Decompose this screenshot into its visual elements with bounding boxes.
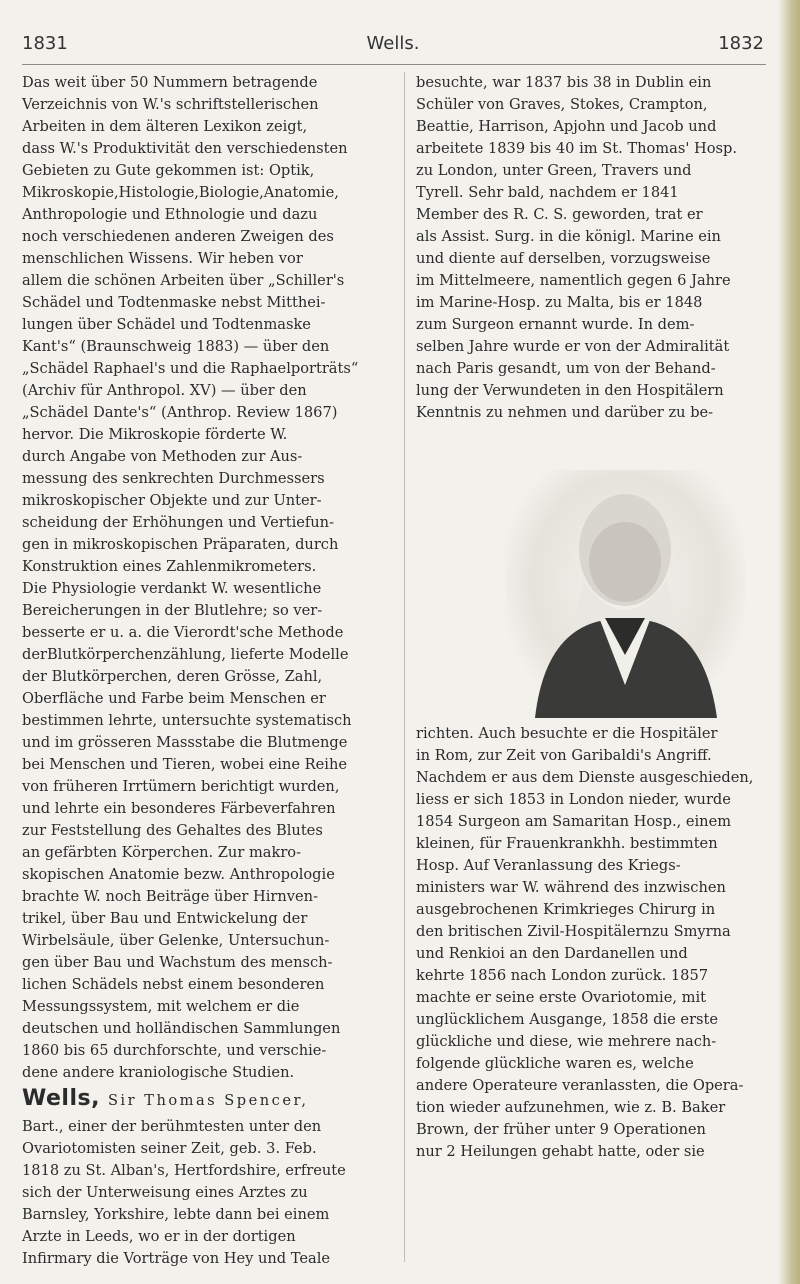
text-line: und Renkioi an den Dardanellen und [416,945,688,962]
text-line: selben Jahre wurde er von der Admiralität [416,338,730,355]
text-line: Infirmary die Vorträge von Hey und Teale [22,1250,331,1267]
text-line: folgende glückliche waren es, welche [416,1055,694,1072]
text-line: Die Physiologie verdankt W. wesentliche [22,580,322,597]
text-line: zur Feststellung des Gehaltes des Blutes [22,822,323,839]
portrait-image [505,470,745,718]
text-line: Anthropologie und Ethnologie und dazu [22,206,318,223]
text-line: allem die schönen Arbeiten über „Schiller's [22,272,345,289]
text-line: kehrte 1856 nach London zurück. 1857 [416,967,709,984]
text-line: derBlutkörperchenzählung, lieferte Modelle [22,646,349,663]
text-line: gen über Bau und Wachstum des mensch- [22,954,333,971]
text-line: unglücklichem Ausgange, 1858 die erste [416,1011,719,1028]
text-line: machte er seine erste Ovariotomie, mit [416,989,706,1006]
text-line: Kenntnis zu nehmen und darüber zu be- [416,404,714,421]
text-line: scheidung der Erhöhungen und Vertiefun- [22,514,334,531]
text-line: trikel, über Bau und Entwickelung der [22,910,308,927]
text-line: als Assist. Surg. in die königl. Marine ein [416,228,721,245]
text-line: Konstruktion eines Zahlenmikrometers. [22,558,317,575]
column-number-right: 1832 [718,33,764,54]
text-line: in Rom, zur Zeit von Garibaldi's Angriff. [416,747,712,764]
text-line: zu London, unter Green, Travers und [416,162,692,179]
text-line: Tyrell. Sehr bald, nachdem er 1841 [416,184,679,201]
right-column-bottom [416,723,772,1163]
text-line: besuchte, war 1837 bis 38 in Dublin ein [416,74,712,91]
text-line: noch verschiedenen anderen Zweigen des [22,228,334,245]
text-line: andere Operateure veranlassten, die Opera- [416,1077,744,1094]
text-line: Arbeiten in dem älteren Lexikon zeigt, [22,118,308,135]
right-column-top [416,72,772,424]
text-line: Kant's“ (Braunschweig 1883) — über den [22,338,330,355]
text-line: „Schädel Dante's“ (Anthrop. Review 1867) [22,404,338,421]
text-line: richten. Auch besuchte er die Hospitäler [416,725,718,742]
text-line: Member des R. C. S. geworden, trat er [416,206,703,223]
column-divider [404,72,405,1262]
text-line: Verzeichnis von W.'s schriftstellerischen [22,96,319,113]
text-line: nach Paris gesandt, um von der Behand- [416,360,716,377]
text-line: Wirbelsäule, über Gelenke, Untersuchun- [22,932,330,949]
text-line: im Mittelmeere, namentlich gegen 6 Jahre [416,272,731,289]
text-line: liess er sich 1853 in London nieder, wurde [416,791,731,808]
page-header [22,33,764,65]
text-line: messung des senkrechten Durchmessers [22,470,325,487]
text-line: lung der Verwundeten in den Hospitälern [416,382,724,399]
text-line: lungen über Schädel und Todtenmaske [22,316,311,333]
text-line: Schüler von Graves, Stokes, Crampton, [416,96,708,113]
text-line: zum Surgeon ernannt wurde. In dem- [416,316,695,333]
text-line: im Marine-Hosp. zu Malta, bis er 1848 [416,294,703,311]
text-line: Nachdem er aus dem Dienste ausgeschieden, [416,769,754,786]
text-line: Bart., einer der berühmtesten unter den [22,1118,322,1135]
text-line: Das weit über 50 Nummern betragende [22,74,318,91]
text-line: mikroskopischer Objekte und zur Unter- [22,492,322,509]
entry-name: Wells, [22,1086,100,1111]
text-line: Ovariotomisten seiner Zeit, geb. 3. Feb. [22,1140,317,1157]
text-line: 1854 Surgeon am Samaritan Hosp., einem [416,813,732,830]
text-line: kleinen, für Frauenkrankhh. bestimmten [416,835,718,852]
text-line: bei Menschen und Tieren, wobei eine Reihe [22,756,347,773]
text-line: brachte W. noch Beiträge über Hirnven- [22,888,319,905]
entry-heading [22,1088,394,1116]
text-line: ausgebrochenen Krimkrieges Chirurg in [416,901,716,918]
text-line: gen in mikroskopischen Präparaten, durch [22,536,339,553]
text-line: Barnsley, Yorkshire, lebte dann bei einem [22,1206,330,1223]
text-line: nur 2 Heilungen gehabt hatte, oder sie [416,1143,705,1160]
text-line: von früheren Irrtümern berichtigt wurden, [22,778,340,795]
text-line: Mikroskopie,Histologie,Biologie,Anatomie, [22,184,339,201]
text-line: Messungssystem, mit welchem er die [22,998,300,1015]
text-line: „Schädel Raphael's und die Raphaelporträts“ [22,360,359,377]
text-line: den britischen Zivil-Hospitälernzu Smyrna [416,923,731,940]
entry-name-rest: Sir Thomas Spencer, [107,1092,309,1109]
portrait-engraving [505,470,745,718]
text-line: an gefärbten Körperchen. Zur makro- [22,844,302,861]
text-line: bestimmen lehrte, untersuchte systematisch [22,712,352,729]
text-line: Hosp. Auf Veranlassung des Kriegs- [416,857,681,874]
text-line: skopischen Anatomie bezw. Anthropologie [22,866,335,883]
text-line: Beattie, Harrison, Apjohn und Jacob und [416,118,717,135]
running-title: Wells. [366,33,420,54]
text-line: dene andere kraniologische Studien. [22,1064,295,1081]
text-line: Bereicherungen in der Blutlehre; so ver- [22,602,323,619]
text-line: und im grösseren Massstabe die Blutmenge [22,734,348,751]
text-line: lichen Schädels nebst einem besonderen [22,976,325,993]
text-line: deutschen und holländischen Sammlungen [22,1020,341,1037]
text-line: arbeitete 1839 bis 40 im St. Thomas' Hosp. [416,140,737,157]
text-line: hervor. Die Mikroskopie förderte W. [22,426,288,443]
left-column [22,72,394,1270]
text-line: glückliche und diese, wie mehrere nach- [416,1033,717,1050]
header-rule [22,64,766,65]
text-line: und lehrte ein besonderes Färbeverfahren [22,800,336,817]
text-line: menschlichen Wissens. Wir heben vor [22,250,303,267]
text-line: durch Angabe von Methoden zur Aus- [22,448,303,465]
text-line: tion wieder aufzunehmen, wie z. B. Baker [416,1099,726,1116]
text-line: 1860 bis 65 durchforschte, und verschie- [22,1042,327,1059]
text-line: besserte er u. a. die Vierordt'sche Methode [22,624,344,641]
text-line: sich der Unterweisung eines Arztes zu [22,1184,308,1201]
text-line: und diente auf derselben, vorzugsweise [416,250,711,267]
column-number-left: 1831 [22,33,68,54]
text-line: der Blutkörperchen, deren Grösse, Zahl, [22,668,323,685]
text-line: (Archiv für Anthropol. XV) — über den [22,382,307,399]
text-line: Gebieten zu Gute gekommen ist: Optik, [22,162,315,179]
page-edge [778,0,800,1284]
text-line: Schädel und Todtenmaske nebst Mitthei- [22,294,326,311]
text-line: Brown, der früher unter 9 Operationen [416,1121,706,1138]
text-line: 1818 zu St. Alban's, Hertfordshire, erfreute [22,1162,346,1179]
text-line: ministers war W. während des inzwischen [416,879,726,896]
text-line: dass W.'s Produktivität den verschiedensten [22,140,348,157]
text-line: Oberfläche und Farbe beim Menschen er [22,690,326,707]
text-line: Arzte in Leeds, wo er in der dortigen [22,1228,296,1245]
